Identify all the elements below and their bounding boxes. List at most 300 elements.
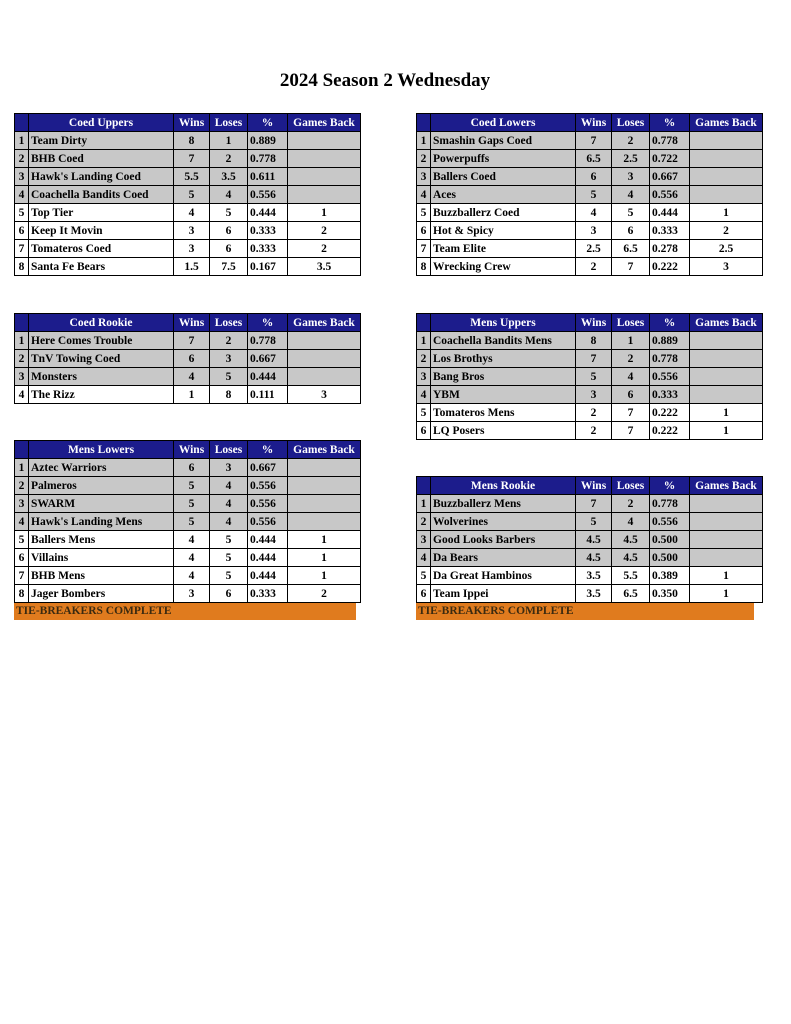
loses-cell: 4 <box>210 495 248 513</box>
wins-cell: 3.5 <box>576 585 612 603</box>
games-back-cell: 3 <box>288 386 361 404</box>
games-back-cell: 2.5 <box>690 240 763 258</box>
rank-cell: 5 <box>15 204 29 222</box>
pct-cell: 0.333 <box>248 240 288 258</box>
loses-cell: 5 <box>210 204 248 222</box>
loses-cell: 4 <box>210 513 248 531</box>
rank-header <box>15 114 29 132</box>
wins-cell: 4 <box>174 531 210 549</box>
pct-cell: 0.778 <box>650 132 690 150</box>
standings-table <box>14 313 361 404</box>
rank-cell: 2 <box>417 150 431 168</box>
rank-cell: 3 <box>15 368 29 386</box>
team-name-cell: Da Great Hambinos <box>431 567 576 585</box>
rank-cell: 6 <box>417 585 431 603</box>
loses-cell: 1 <box>210 132 248 150</box>
column-header: Loses <box>210 441 248 459</box>
rank-cell: 1 <box>417 332 431 350</box>
column-header: Loses <box>612 477 650 495</box>
table-header-row <box>15 114 361 132</box>
pct-cell: 0.444 <box>248 368 288 386</box>
wins-cell: 5 <box>174 513 210 531</box>
table-header-row <box>15 314 361 332</box>
loses-cell: 5 <box>210 368 248 386</box>
division-name: Mens Lowers <box>29 441 174 459</box>
pct-cell: 0.278 <box>650 240 690 258</box>
team-name-cell: Buzzballerz Coed <box>431 204 576 222</box>
team-name-cell: Jager Bombers <box>29 585 174 603</box>
team-name-cell: Hot & Spicy <box>431 222 576 240</box>
table-row <box>15 585 361 603</box>
games-back-cell <box>690 513 763 531</box>
wins-cell: 3 <box>174 222 210 240</box>
team-name-cell: Coachella Bandits Mens <box>431 332 576 350</box>
wins-cell: 4 <box>174 549 210 567</box>
table-row <box>15 477 361 495</box>
table-row <box>15 222 361 240</box>
pct-cell: 0.222 <box>650 422 690 440</box>
games-back-cell <box>288 513 361 531</box>
column-header: Loses <box>612 114 650 132</box>
loses-cell: 4 <box>210 186 248 204</box>
pct-cell: 0.667 <box>248 459 288 477</box>
table-row <box>417 404 763 422</box>
pct-cell: 0.111 <box>248 386 288 404</box>
wins-cell: 2 <box>576 258 612 276</box>
rank-header <box>417 477 431 495</box>
rank-cell: 2 <box>15 477 29 495</box>
pct-cell: 0.667 <box>248 350 288 368</box>
loses-cell: 6 <box>210 240 248 258</box>
team-name-cell: Monsters <box>29 368 174 386</box>
standings-table <box>416 313 763 440</box>
games-back-cell: 2 <box>288 585 361 603</box>
loses-cell: 8 <box>210 386 248 404</box>
rank-cell: 7 <box>417 240 431 258</box>
wins-cell: 1.5 <box>174 258 210 276</box>
table-row <box>417 549 763 567</box>
pct-cell: 0.556 <box>248 513 288 531</box>
table-row <box>15 186 361 204</box>
wins-cell: 2 <box>576 422 612 440</box>
division-name: Coed Rookie <box>29 314 174 332</box>
rank-cell: 4 <box>15 186 29 204</box>
table-row <box>15 168 361 186</box>
table-row <box>417 368 763 386</box>
column-header: Games Back <box>288 114 361 132</box>
table-row <box>417 150 763 168</box>
table-row <box>417 531 763 549</box>
wins-cell: 7 <box>576 495 612 513</box>
tiebreaker-banner: TIE-BREAKERS COMPLETE <box>416 603 754 620</box>
loses-cell: 2 <box>612 350 650 368</box>
wins-cell: 6.5 <box>576 150 612 168</box>
team-name-cell: Top Tier <box>29 204 174 222</box>
games-back-cell: 1 <box>288 567 361 585</box>
page-title: 2024 Season 2 Wednesday <box>279 70 491 91</box>
wins-cell: 7 <box>576 132 612 150</box>
column-header: Games Back <box>288 441 361 459</box>
wins-cell: 4.5 <box>576 549 612 567</box>
games-back-cell: 2 <box>690 222 763 240</box>
column-header: % <box>650 314 690 332</box>
table-row <box>15 531 361 549</box>
wins-cell: 1 <box>174 386 210 404</box>
pct-cell: 0.333 <box>650 222 690 240</box>
pct-cell: 0.444 <box>650 204 690 222</box>
pct-cell: 0.722 <box>650 150 690 168</box>
wins-cell: 5 <box>174 186 210 204</box>
table-row <box>15 258 361 276</box>
wins-cell: 4 <box>174 368 210 386</box>
standings-table <box>416 113 763 276</box>
rank-cell: 7 <box>15 240 29 258</box>
rank-cell: 8 <box>15 585 29 603</box>
rank-cell: 4 <box>417 186 431 204</box>
pct-cell: 0.556 <box>650 186 690 204</box>
games-back-cell <box>690 531 763 549</box>
games-back-cell: 1 <box>690 404 763 422</box>
team-name-cell: The Rizz <box>29 386 174 404</box>
table-row <box>417 422 763 440</box>
games-back-cell: 1 <box>690 422 763 440</box>
loses-cell: 6 <box>612 222 650 240</box>
loses-cell: 7 <box>612 258 650 276</box>
rank-cell: 4 <box>15 386 29 404</box>
wins-cell: 3 <box>174 585 210 603</box>
team-name-cell: Bang Bros <box>431 368 576 386</box>
rank-cell: 4 <box>417 386 431 404</box>
rank-cell: 7 <box>15 567 29 585</box>
rank-cell: 3 <box>417 368 431 386</box>
rank-cell: 6 <box>15 549 29 567</box>
wins-cell: 4.5 <box>576 531 612 549</box>
column-header: Wins <box>174 314 210 332</box>
team-name-cell: Hawk's Landing Mens <box>29 513 174 531</box>
standings-table <box>14 440 361 603</box>
rank-cell: 1 <box>417 495 431 513</box>
rank-cell: 6 <box>417 422 431 440</box>
team-name-cell: Hawk's Landing Coed <box>29 168 174 186</box>
column-header: Games Back <box>288 314 361 332</box>
pct-cell: 0.556 <box>248 186 288 204</box>
games-back-cell <box>288 168 361 186</box>
team-name-cell: Tomateros Coed <box>29 240 174 258</box>
table-row <box>15 549 361 567</box>
wins-cell: 4 <box>576 204 612 222</box>
team-name-cell: Wolverines <box>431 513 576 531</box>
column-header: Loses <box>210 114 248 132</box>
loses-cell: 3 <box>210 350 248 368</box>
rank-cell: 5 <box>15 531 29 549</box>
pct-cell: 0.333 <box>650 386 690 404</box>
wins-cell: 3 <box>576 386 612 404</box>
games-back-cell: 3 <box>690 258 763 276</box>
column-header: Loses <box>210 314 248 332</box>
loses-cell: 2.5 <box>612 150 650 168</box>
loses-cell: 6 <box>612 386 650 404</box>
wins-cell: 5 <box>576 186 612 204</box>
table-header-row <box>417 114 763 132</box>
games-back-cell: 1 <box>690 585 763 603</box>
rank-cell: 2 <box>417 513 431 531</box>
loses-cell: 7 <box>612 404 650 422</box>
games-back-cell <box>288 368 361 386</box>
loses-cell: 6.5 <box>612 240 650 258</box>
tiebreaker-banner: TIE-BREAKERS COMPLETE <box>14 603 356 620</box>
rank-cell: 1 <box>15 459 29 477</box>
column-header: % <box>248 441 288 459</box>
team-name-cell: SWARM <box>29 495 174 513</box>
column-header: % <box>248 114 288 132</box>
loses-cell: 3 <box>612 168 650 186</box>
table-row <box>15 204 361 222</box>
loses-cell: 6.5 <box>612 585 650 603</box>
games-back-cell: 1 <box>288 204 361 222</box>
column-header: Games Back <box>690 477 763 495</box>
table-row <box>15 332 361 350</box>
loses-cell: 4.5 <box>612 531 650 549</box>
loses-cell: 4 <box>612 368 650 386</box>
rank-cell: 3 <box>15 495 29 513</box>
team-name-cell: Wrecking Crew <box>431 258 576 276</box>
loses-cell: 5.5 <box>612 567 650 585</box>
pct-cell: 0.444 <box>248 531 288 549</box>
pct-cell: 0.444 <box>248 567 288 585</box>
wins-cell: 7 <box>174 150 210 168</box>
rank-cell: 1 <box>15 132 29 150</box>
column-header: Wins <box>576 477 612 495</box>
loses-cell: 4.5 <box>612 549 650 567</box>
wins-cell: 8 <box>576 332 612 350</box>
games-back-cell <box>690 168 763 186</box>
table-row <box>15 495 361 513</box>
column-header: Loses <box>612 314 650 332</box>
pct-cell: 0.778 <box>248 332 288 350</box>
loses-cell: 4 <box>612 513 650 531</box>
team-name-cell: Los Brothys <box>431 350 576 368</box>
pct-cell: 0.444 <box>248 549 288 567</box>
table-row <box>15 240 361 258</box>
wins-cell: 5.5 <box>174 168 210 186</box>
games-back-cell <box>288 150 361 168</box>
rank-cell: 1 <box>15 332 29 350</box>
column-header: Games Back <box>690 314 763 332</box>
rank-cell: 1 <box>417 132 431 150</box>
table-row <box>417 258 763 276</box>
table-row <box>417 186 763 204</box>
team-name-cell: Villains <box>29 549 174 567</box>
loses-cell: 7.5 <box>210 258 248 276</box>
games-back-cell <box>690 386 763 404</box>
column-header: % <box>650 477 690 495</box>
rank-cell: 5 <box>417 567 431 585</box>
rank-cell: 2 <box>15 350 29 368</box>
games-back-cell <box>288 495 361 513</box>
pct-cell: 0.389 <box>650 567 690 585</box>
games-back-cell <box>288 332 361 350</box>
column-header: % <box>248 314 288 332</box>
games-back-cell: 3.5 <box>288 258 361 276</box>
wins-cell: 4 <box>174 567 210 585</box>
team-name-cell: Palmeros <box>29 477 174 495</box>
pct-cell: 0.350 <box>650 585 690 603</box>
team-name-cell: Team Elite <box>431 240 576 258</box>
games-back-cell <box>288 132 361 150</box>
rank-header <box>15 314 29 332</box>
games-back-cell <box>690 150 763 168</box>
team-name-cell: YBM <box>431 386 576 404</box>
table-row <box>15 513 361 531</box>
loses-cell: 2 <box>210 332 248 350</box>
wins-cell: 7 <box>576 350 612 368</box>
team-name-cell: Smashin Gaps Coed <box>431 132 576 150</box>
wins-cell: 5 <box>576 368 612 386</box>
rank-cell: 4 <box>417 549 431 567</box>
pct-cell: 0.889 <box>650 332 690 350</box>
games-back-cell <box>690 549 763 567</box>
games-back-cell <box>288 459 361 477</box>
loses-cell: 6 <box>210 585 248 603</box>
games-back-cell: 2 <box>288 222 361 240</box>
loses-cell: 2 <box>612 495 650 513</box>
table-row <box>417 585 763 603</box>
wins-cell: 6 <box>576 168 612 186</box>
rank-cell: 3 <box>15 168 29 186</box>
team-name-cell: Aztec Warriors <box>29 459 174 477</box>
standings-table <box>14 113 361 276</box>
division-name: Coed Uppers <box>29 114 174 132</box>
team-name-cell: Aces <box>431 186 576 204</box>
loses-cell: 5 <box>210 549 248 567</box>
rank-cell: 3 <box>417 531 431 549</box>
table-row <box>417 332 763 350</box>
pct-cell: 0.333 <box>248 222 288 240</box>
wins-cell: 2 <box>576 404 612 422</box>
pct-cell: 0.667 <box>650 168 690 186</box>
table-row <box>417 204 763 222</box>
games-back-cell: 1 <box>288 549 361 567</box>
games-back-cell <box>690 368 763 386</box>
team-name-cell: BHB Coed <box>29 150 174 168</box>
table-header-row <box>15 441 361 459</box>
team-name-cell: LQ Posers <box>431 422 576 440</box>
pct-cell: 0.556 <box>650 368 690 386</box>
rank-cell: 2 <box>15 150 29 168</box>
team-name-cell: Ballers Mens <box>29 531 174 549</box>
rank-cell: 3 <box>417 168 431 186</box>
rank-cell: 5 <box>417 204 431 222</box>
pct-cell: 0.333 <box>248 585 288 603</box>
team-name-cell: Good Looks Barbers <box>431 531 576 549</box>
loses-cell: 3.5 <box>210 168 248 186</box>
table-row <box>15 386 361 404</box>
table-header-row <box>417 477 763 495</box>
pct-cell: 0.556 <box>248 477 288 495</box>
team-name-cell: BHB Mens <box>29 567 174 585</box>
wins-cell: 5 <box>576 513 612 531</box>
loses-cell: 2 <box>612 132 650 150</box>
table-row <box>417 513 763 531</box>
table-row <box>417 350 763 368</box>
table-row <box>417 567 763 585</box>
team-name-cell: Coachella Bandits Coed <box>29 186 174 204</box>
column-header: Games Back <box>690 114 763 132</box>
games-back-cell <box>690 350 763 368</box>
team-name-cell: Here Comes Trouble <box>29 332 174 350</box>
pct-cell: 0.889 <box>248 132 288 150</box>
team-name-cell: Keep It Movin <box>29 222 174 240</box>
table-row <box>417 132 763 150</box>
loses-cell: 5 <box>210 531 248 549</box>
wins-cell: 6 <box>174 459 210 477</box>
table-row <box>417 386 763 404</box>
wins-cell: 3 <box>576 222 612 240</box>
pct-cell: 0.222 <box>650 404 690 422</box>
rank-header <box>417 314 431 332</box>
wins-cell: 3.5 <box>576 567 612 585</box>
games-back-cell: 1 <box>690 567 763 585</box>
games-back-cell <box>288 350 361 368</box>
table-row <box>417 495 763 513</box>
games-back-cell: 1 <box>690 204 763 222</box>
loses-cell: 6 <box>210 222 248 240</box>
team-name-cell: Santa Fe Bears <box>29 258 174 276</box>
loses-cell: 5 <box>612 204 650 222</box>
column-header: Wins <box>576 114 612 132</box>
team-name-cell: Ballers Coed <box>431 168 576 186</box>
column-header: Wins <box>174 441 210 459</box>
team-name-cell: Team Ippei <box>431 585 576 603</box>
division-name: Mens Rookie <box>431 477 576 495</box>
pct-cell: 0.778 <box>650 495 690 513</box>
rank-cell: 8 <box>15 258 29 276</box>
loses-cell: 5 <box>210 567 248 585</box>
rank-cell: 4 <box>15 513 29 531</box>
games-back-cell: 1 <box>288 531 361 549</box>
loses-cell: 4 <box>612 186 650 204</box>
rank-header <box>15 441 29 459</box>
loses-cell: 7 <box>612 422 650 440</box>
loses-cell: 2 <box>210 150 248 168</box>
table-row <box>15 567 361 585</box>
team-name-cell: Team Dirty <box>29 132 174 150</box>
pct-cell: 0.167 <box>248 258 288 276</box>
team-name-cell: Tomateros Mens <box>431 404 576 422</box>
table-row <box>15 350 361 368</box>
rank-cell: 2 <box>417 350 431 368</box>
pct-cell: 0.222 <box>650 258 690 276</box>
wins-cell: 5 <box>174 495 210 513</box>
pct-cell: 0.500 <box>650 531 690 549</box>
games-back-cell <box>690 495 763 513</box>
team-name-cell: Powerpuffs <box>431 150 576 168</box>
rank-cell: 5 <box>417 404 431 422</box>
table-header-row <box>417 314 763 332</box>
rank-cell: 8 <box>417 258 431 276</box>
pct-cell: 0.444 <box>248 204 288 222</box>
column-header: Wins <box>576 314 612 332</box>
loses-cell: 4 <box>210 477 248 495</box>
table-row <box>15 150 361 168</box>
games-back-cell <box>690 332 763 350</box>
standings-table <box>416 476 763 603</box>
games-back-cell <box>288 186 361 204</box>
games-back-cell <box>288 477 361 495</box>
rank-cell: 6 <box>417 222 431 240</box>
wins-cell: 7 <box>174 332 210 350</box>
games-back-cell <box>690 132 763 150</box>
